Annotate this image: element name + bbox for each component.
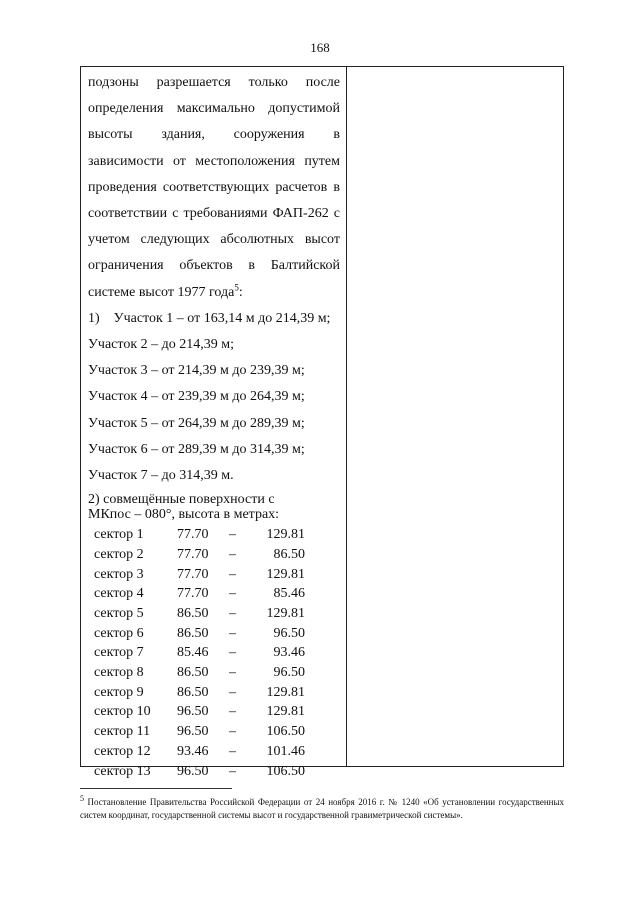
- sector-row: [88, 525, 340, 545]
- sector-name: сектор 3: [94, 566, 144, 582]
- area-item: Участок 4 – от 239,39 м до 264,39 м;: [88, 389, 305, 405]
- area-item: Участок 2 – до 214,39 м;: [88, 337, 234, 353]
- sector-to: 106.50: [266, 724, 305, 740]
- sector-to: 106.50: [266, 763, 305, 779]
- paragraph-last-text: системе высот 1977 года: [88, 284, 235, 300]
- sector-dash: –: [229, 724, 236, 740]
- sector-dash: –: [229, 645, 236, 661]
- surfaces-line-1: 2) совмещённые поверхности с: [88, 492, 275, 508]
- sector-name: сектор 13: [94, 763, 151, 779]
- surfaces-heading: [88, 493, 340, 522]
- sector-from: 77.70: [177, 546, 209, 562]
- sector-row: [88, 663, 340, 683]
- sector-to: 96.50: [273, 625, 305, 641]
- sector-row: [88, 702, 340, 722]
- paragraph-line: проведения соответствующих расчетов в: [88, 179, 340, 195]
- footnote: [80, 793, 564, 821]
- sector-to: 85.46: [273, 586, 305, 602]
- left-cell: [88, 70, 340, 781]
- sector-from: 86.50: [177, 684, 209, 700]
- sector-dash: –: [229, 743, 236, 759]
- sector-name: сектор 9: [94, 684, 144, 700]
- sector-to: 96.50: [273, 665, 305, 681]
- sector-from: 93.46: [177, 743, 209, 759]
- area-item: Участок 6 – от 289,39 м до 314,39 м;: [88, 441, 305, 457]
- sector-to: 129.81: [266, 606, 305, 621]
- sector-dash: –: [229, 665, 236, 681]
- sector-row: [88, 584, 340, 604]
- sector-dash: –: [229, 606, 236, 621]
- sector-to: 93.46: [273, 645, 305, 661]
- paragraph-line: зависимости от местоположения путем: [88, 153, 340, 169]
- footnote-ref: 5: [234, 281, 239, 292]
- sector-row: [88, 683, 340, 703]
- sector-to: 129.81: [266, 704, 305, 720]
- sector-row: [88, 742, 340, 762]
- sector-row: [88, 565, 340, 585]
- sector-name: сектор 2: [94, 546, 144, 562]
- sector-name: сектор 10: [94, 704, 151, 720]
- sector-list: [88, 525, 340, 781]
- sector-from: 96.50: [177, 763, 209, 779]
- sector-row: [88, 722, 340, 742]
- sector-to: 129.81: [266, 684, 305, 700]
- sector-from: 86.50: [177, 606, 209, 621]
- footnote-separator: [80, 788, 232, 789]
- area-item: Участок 3 – от 214,39 м до 239,39 м;: [88, 363, 305, 379]
- sector-to: 129.81: [266, 566, 305, 582]
- sector-name: сектор 12: [94, 743, 151, 759]
- paragraph-line: высоты здания, сооружения в: [88, 127, 340, 143]
- sector-row: [88, 643, 340, 663]
- area-item: 1) Участок 1 – от 163,14 м до 214,39 м;: [88, 310, 331, 326]
- sector-name: сектор 11: [94, 724, 151, 740]
- paragraph-line: соответствии с требованиями ФАП-262 с: [88, 206, 340, 222]
- paragraph-line: ограничения объектов в Балтийской: [88, 258, 340, 274]
- sector-name: сектор 4: [94, 586, 144, 602]
- sector-name: сектор 5: [94, 606, 144, 621]
- sector-dash: –: [229, 625, 236, 641]
- sector-from: 86.50: [177, 625, 209, 641]
- sector-from: 96.50: [177, 704, 209, 720]
- paragraph-line: определения максимально допустимой: [88, 101, 340, 117]
- sector-from: 77.70: [177, 586, 209, 602]
- sector-dash: –: [229, 763, 236, 779]
- sector-name: сектор 7: [94, 645, 144, 661]
- sector-name: сектор 1: [94, 527, 144, 543]
- sector-name: сектор 6: [94, 625, 144, 641]
- area-item: Участок 5 – от 264,39 м до 289,39 м;: [88, 415, 305, 431]
- paragraph-line: учетом следующих абсолютных высот: [88, 232, 340, 248]
- sector-from: 77.70: [177, 527, 209, 543]
- paragraph-last-tail: :: [238, 284, 243, 300]
- sector-from: 77.70: [177, 566, 209, 582]
- footnote-marker: 5: [80, 794, 84, 803]
- column-divider: [346, 66, 347, 767]
- paragraph-last-line: [88, 280, 340, 306]
- sector-from: 85.46: [177, 645, 209, 661]
- paragraph-line: подзоны разрешается только после: [88, 75, 340, 90]
- footnote-text: Постановление Правительства Российской Федерации от 24 ноября 2016 г. № 1240 «Об установлении государственных систем координат, государственной системы высот и государственной гравиметрической системы».: [80, 797, 564, 820]
- surfaces-line-2: МКпос – 080°, высота в метрах:: [88, 506, 280, 522]
- sector-to: 86.50: [273, 546, 305, 562]
- sector-row: [88, 762, 340, 782]
- sector-row: [88, 545, 340, 565]
- sector-dash: –: [229, 566, 236, 582]
- sector-dash: –: [229, 684, 236, 700]
- sector-name: сектор 8: [94, 665, 144, 681]
- sector-to: 101.46: [266, 743, 305, 759]
- sector-dash: –: [229, 586, 236, 602]
- sector-to: 129.81: [266, 527, 305, 543]
- sector-from: 96.50: [177, 724, 209, 740]
- sector-dash: –: [229, 546, 236, 562]
- sector-dash: –: [229, 527, 236, 543]
- sector-row: [88, 624, 340, 644]
- page-number: 168: [310, 40, 330, 55]
- area-item: Участок 7 – до 314,39 м.: [88, 468, 234, 484]
- sector-row: [88, 604, 340, 624]
- sector-dash: –: [229, 704, 236, 720]
- sector-from: 86.50: [177, 665, 209, 681]
